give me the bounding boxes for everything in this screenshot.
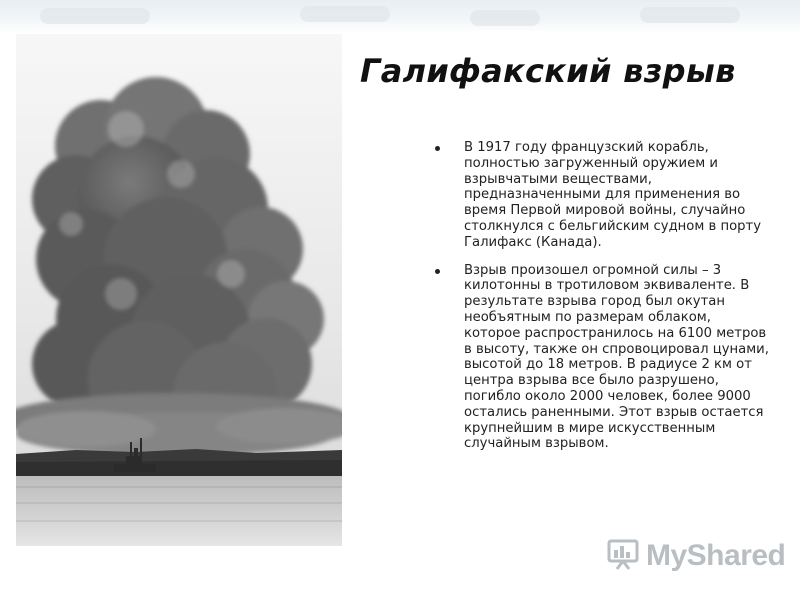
myshared-watermark	[606, 536, 786, 576]
bullet-item	[432, 140, 770, 251]
slide-title: Галифакский взрыв	[360, 52, 736, 90]
bullet-item	[432, 263, 770, 453]
presentation-board-icon	[606, 537, 640, 576]
top-blurred-strip	[0, 0, 800, 34]
bullet-dot-icon	[435, 146, 440, 151]
bullet-text: В 1917 году французский корабль, полностью загруженный оружием и взрывчатыми веществами, предназначенными для применения во время Первой мировой войны, случайно столкнулся с бельгийским судном в порту Галифакс (Канада).	[464, 140, 762, 250]
bullet-list	[432, 140, 770, 464]
explosion-cloud-photo	[16, 34, 342, 546]
bullet-text: Взрыв произошел огромной силы – 3 килотонны в тротиловом эквиваленте. В результате взрыва город был окутан необъятным по размерам облаком, которое распространилось на 6100 метров в высоту, также он спровоцировал цунами, высотой до 18 метров. В радиусе 2 км от центра взрыва все было разрушено, погибло около 2000 человек, более 9000 остались раненными. Этот взрыв остается крупнейшим в мире искусственным случайным взрывом.	[464, 262, 769, 452]
watermark-text: MyShared	[646, 539, 786, 572]
bullet-dot-icon	[435, 269, 440, 274]
